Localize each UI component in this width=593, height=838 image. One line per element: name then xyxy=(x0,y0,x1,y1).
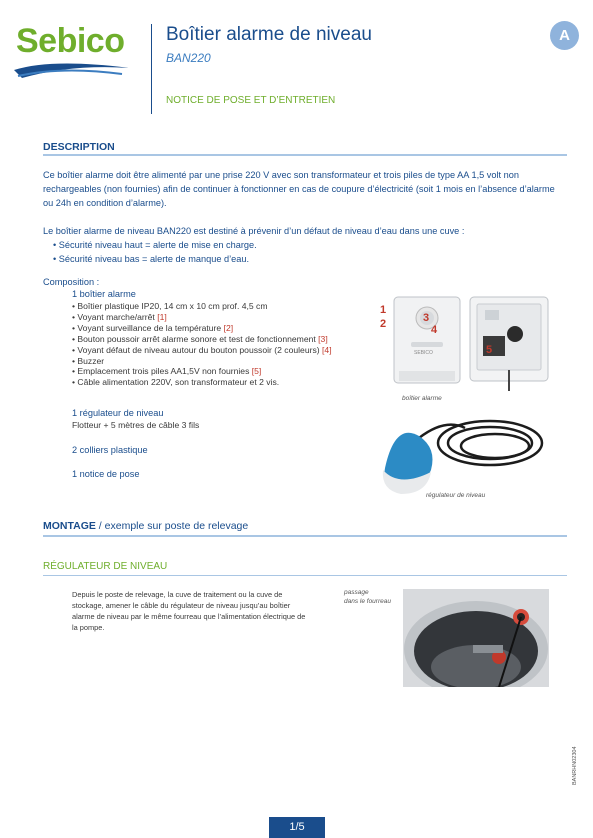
regulateur-heading: RÉGULATEUR DE NIVEAU xyxy=(43,561,168,572)
marker-2: 2 xyxy=(380,318,387,330)
description-body xyxy=(43,168,563,210)
marker-3: 3 xyxy=(423,312,430,324)
open-box-image xyxy=(469,296,549,392)
regulateur-text: Depuis le poste de relevage, la cuve de traitement ou la cuve de stockage, amener le câble du régulateur de niveau jusqu’au boîtier alarme de niveau par le même fourreau que l’alimentation électrique de la pompe. xyxy=(72,590,306,632)
language-badge: A xyxy=(550,21,579,50)
tank-photo xyxy=(403,589,549,687)
description-paragraph-2: Le boîtier alarme de niveau BAN220 est destiné à prévenir d’un défaut de niveau d’eau dans une cuve : xyxy=(43,226,465,236)
montage-heading: MONTAGE / exemple sur poste de relevage xyxy=(43,520,249,532)
passage-caption: passage dans le fourreau xyxy=(344,589,391,605)
list-item: • Boîtier plastique IP20, 14 cm x 10 cm prof. 4,5 cm xyxy=(72,301,372,312)
box-brand-label: SEBICO xyxy=(414,350,433,356)
notice-item: 1 notice de pose xyxy=(72,469,140,479)
collars-item: 2 colliers plastique xyxy=(72,445,148,455)
regulator-text: Flotteur + 5 mètres de câble 3 fils xyxy=(72,420,200,430)
page-number: 1/5 xyxy=(269,817,325,838)
box-items-list xyxy=(72,301,372,388)
description-body-2 xyxy=(43,224,563,266)
description-bullets xyxy=(43,238,563,266)
regulator-image xyxy=(375,408,565,500)
marker-4: 4 xyxy=(431,324,438,336)
bullet-item: • Sécurité niveau haut = alerte de mise en charge. xyxy=(53,238,563,252)
regulator-title: 1 régulateur de niveau xyxy=(72,408,164,418)
composition-title: Composition : xyxy=(43,277,100,287)
description-heading: DESCRIPTION xyxy=(43,141,115,153)
marker-1: 1 xyxy=(380,304,387,316)
section-rule xyxy=(43,575,567,576)
alarm-box-image xyxy=(393,296,461,386)
list-item: • Emplacement trois piles AA1,5V non fournies [5] xyxy=(72,366,372,377)
notice-label: NOTICE DE POSE ET D’ENTRETIEN xyxy=(166,95,336,106)
section-rule xyxy=(43,154,567,156)
list-item: • Bouton poussoir arrêt alarme sonore et test de fonctionnement [3] xyxy=(72,334,372,345)
bullet-item: • Sécurité niveau bas = alerte de manque d’eau. xyxy=(53,252,563,266)
alarm-box-caption: boîtier alarme xyxy=(402,395,442,402)
marker-5: 5 xyxy=(486,344,493,356)
description-paragraph-1: Ce boîtier alarme doit être alimenté par une prise 220 V avec son transformateur et trois piles de type AA 1,5 volt non rechargeables (non fournies) afin de continuer à fonctionner en cas de coupure d’électricité (soit 1 mois en l’absence d’alarme ou 24h en condition d’alarme). xyxy=(43,170,555,208)
list-item: • Voyant défaut de niveau autour du bouton poussoir (2 couleurs) [4] xyxy=(72,345,372,356)
list-item: • Voyant surveillance de la température [2] xyxy=(72,323,372,334)
section-rule xyxy=(43,535,567,537)
list-item: • Voyant marche/arrêt [1] xyxy=(72,312,372,323)
list-item: • Buzzer xyxy=(72,356,372,367)
document-code: BANRHN02304 xyxy=(572,746,578,785)
page-title: Boîtier alarme de niveau xyxy=(166,24,372,45)
list-item: • Câble alimentation 220V, son transformateur et 2 vis. xyxy=(72,377,372,388)
sebico-logo: Sebico xyxy=(16,22,125,60)
box-title: 1 boîtier alarme xyxy=(72,289,136,299)
logo-swoosh-icon xyxy=(12,60,132,82)
regulator-caption: régulateur de niveau xyxy=(426,492,486,499)
header-divider xyxy=(151,24,152,114)
product-reference: BAN220 xyxy=(166,51,211,65)
